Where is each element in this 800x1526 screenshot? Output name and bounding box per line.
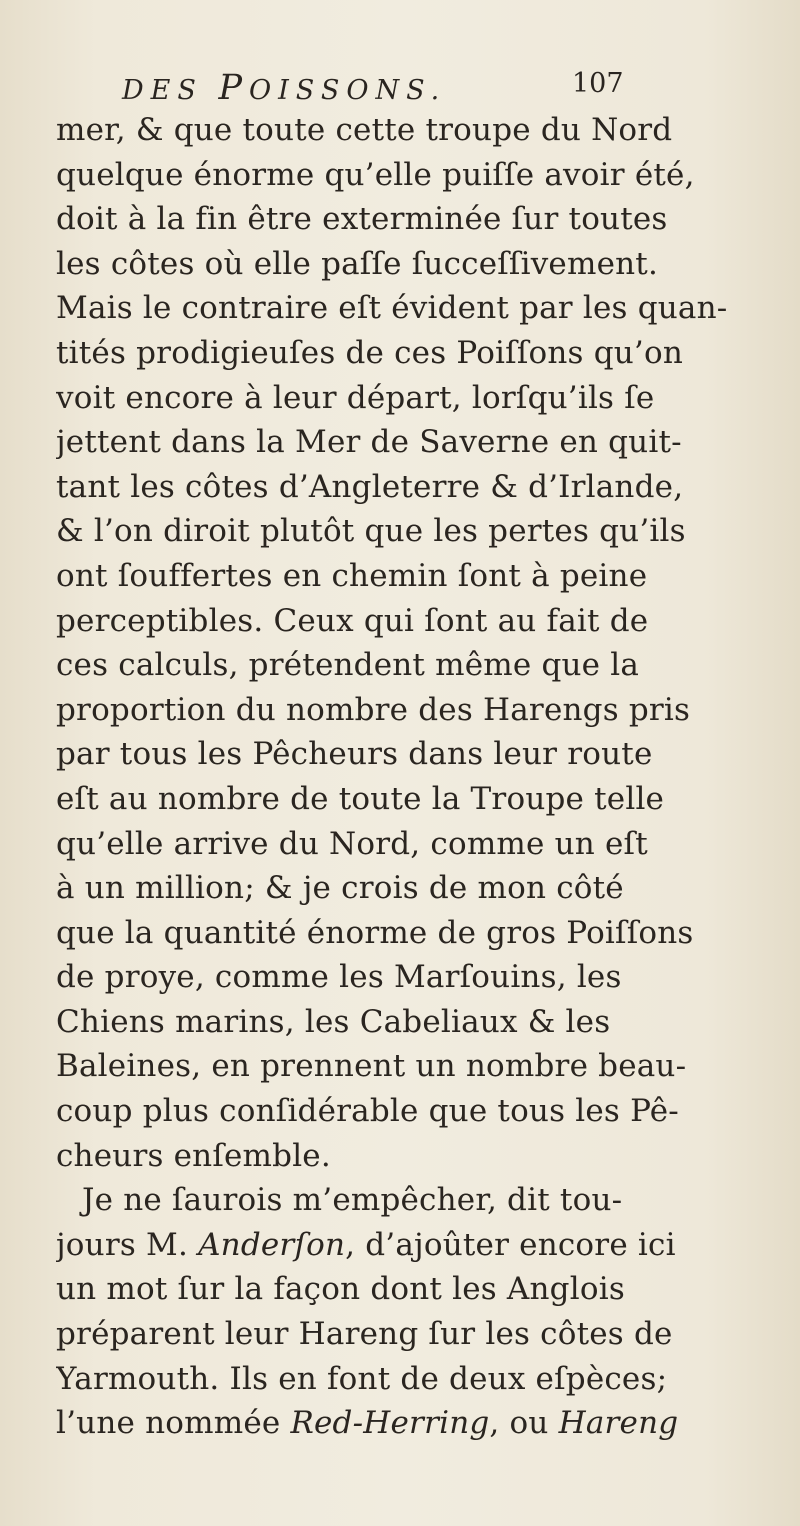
text-line: que la quantité énorme de gros Poiſſons xyxy=(56,914,694,951)
text-segment: , d’ajoûter encore ici xyxy=(345,1226,676,1263)
page-number: 107 xyxy=(572,68,624,99)
text-line: eſt au nombre de toute la Troupe telle xyxy=(56,780,665,817)
text-line: préparent leur Hareng ſur les côtes de xyxy=(56,1316,673,1353)
text-segment: , ou xyxy=(489,1405,559,1442)
text-line: tant les côtes d’Angleterre & d’Irlande, xyxy=(56,468,684,505)
running-head-part1: DES xyxy=(122,75,219,106)
text-line: qu’elle arrive du Nord, comme un eſt xyxy=(56,825,648,862)
text-line: perceptibles. Ceux qui ſont au fait de xyxy=(56,602,649,639)
text-line: ces calculs, prétendent même que la xyxy=(56,647,640,684)
text-line: Mais le contraire eſt évident par les quan- xyxy=(56,290,728,327)
body-text xyxy=(56,108,796,1446)
text-segment: jours M. xyxy=(56,1226,199,1263)
text-line: un mot ſur la façon dont les Anglois xyxy=(56,1271,625,1308)
text-line: Baleines, en prennent un nombre beau- xyxy=(56,1048,687,1085)
text-line: mer, & que toute cette troupe du Nord xyxy=(56,112,673,148)
page-header xyxy=(0,68,800,108)
text-line: les côtes où elle paſſe ſucceſſivement. xyxy=(56,245,658,282)
text-line: de proye, comme les Marſouins, les xyxy=(56,959,622,996)
running-head xyxy=(122,68,446,108)
author-name: Anderſon xyxy=(198,1226,346,1263)
italic-term: Red-Herring xyxy=(290,1405,490,1442)
text-line: & l’on diroit plutôt que les pertes qu’ils xyxy=(56,513,686,550)
text-line: voit encore à leur départ, lorſqu’ils ſe xyxy=(56,379,655,416)
text-line: proportion du nombre des Harengs pris xyxy=(56,691,691,728)
running-head-part2: OISSONS. xyxy=(249,75,447,106)
text-line: Yarmouth. Ils en font de deux eſpèces; xyxy=(56,1360,668,1397)
text-line: à un million; & je crois de mon côté xyxy=(56,870,624,907)
text-line: ont ſouffertes en chemin ſont à peine xyxy=(56,557,648,594)
text-line: par tous les Pêcheurs dans leur route xyxy=(56,736,653,773)
running-head-initial: P xyxy=(218,68,249,108)
text-line xyxy=(56,1223,796,1268)
text-line xyxy=(56,1401,796,1446)
text-line: coup plus conſidérable que tous les Pê- xyxy=(56,1093,679,1130)
paragraph-start-line: Je ne ſaurois m’empêcher, dit tou- xyxy=(82,1182,623,1219)
text-line: cheurs enſemble. xyxy=(56,1137,331,1174)
text-line: Chiens marins, les Cabeliaux & les xyxy=(56,1003,611,1040)
text-line: jettent dans la Mer de Saverne en quit- xyxy=(56,424,682,461)
text-line: tités prodigieuſes de ces Poiſſons qu’on xyxy=(56,334,684,371)
italic-term: Hareng xyxy=(558,1405,679,1442)
text-line: quelque énorme qu’elle puiſſe avoir été, xyxy=(56,156,695,193)
text-line: doit à la fin être exterminée ſur toutes xyxy=(56,201,668,238)
text-segment: l’une nommée xyxy=(56,1405,291,1442)
